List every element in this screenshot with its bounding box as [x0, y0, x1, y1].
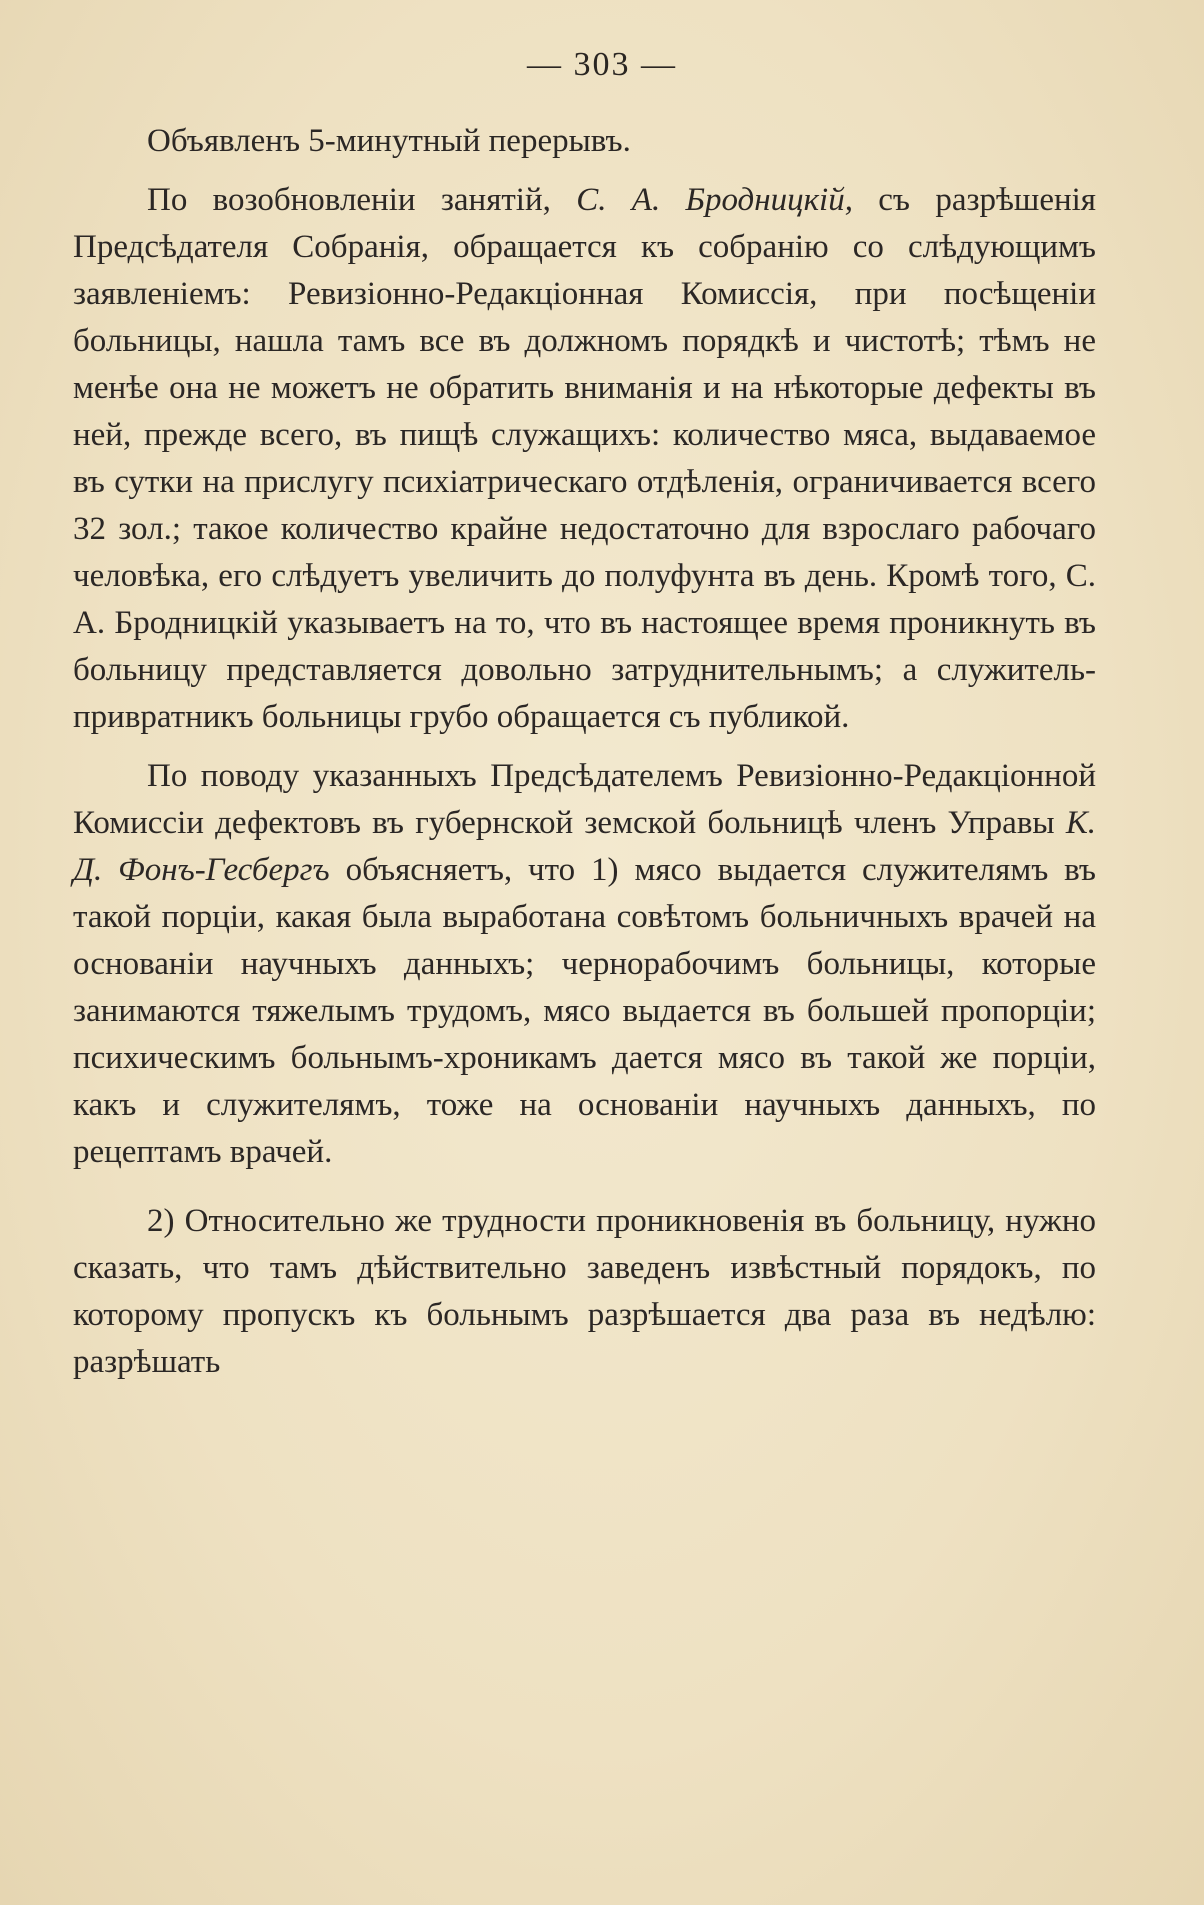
paragraph-access-point — [73, 1198, 1096, 1386]
text-segment: съ разрѣшенія Предсѣдателя Собранія, обращается къ собранію со слѣдующимъ заявленіемъ: Ревизіонно-Редакціонная Комиссія, при посѣщеніи больницы, нашла тамъ все въ должномъ порядкѣ и чистотѣ; тѣмъ не менѣе она не можетъ не обратить вниманія и на нѣкоторые дефекты въ ней, прежде всего, въ пищѣ служащихъ: количество мяса, выдаваемое въ сутки на прислугу психіатрическаго отдѣленія, ограничивается всего 32 зол.; такое количество крайне недостаточно для взрослаго рабочаго человѣка, его слѣдуетъ увеличить до полуфунта въ день. Кромѣ того, С. А. Бродницкій указываетъ на то, что въ настоящее время проникнуть въ больницу представляется довольно затруднительнымъ; а служитель-привратникъ больницы грубо обращается съ публикой. — [73, 182, 1096, 735]
page-number: — 303 — — [527, 46, 677, 83]
paragraph-brodnitsky-statement — [73, 177, 1096, 741]
speaker-name: С. А. Бродницкій, — [576, 182, 853, 218]
text-segment: По поводу указанныхъ Предсѣдателемъ Ревизіонно-Редакціонной Комиссіи дефектовъ въ губернской земской больницѣ членъ Управы — [73, 758, 1096, 841]
paragraph-break-announcement — [73, 118, 1096, 165]
speaker-name: К. Д. Фонъ-Гесбергъ — [73, 805, 1096, 888]
text-segment: объясняетъ, что 1) мясо выдается служителямъ въ такой порціи, какая была выработана совѣтомъ больничныхъ врачей на основаніи научныхъ данныхъ; чернорабочимъ больницы, которые занимаются тяжелымъ трудомъ, мясо выдается въ большей пропорціи; психическимъ больнымъ-хроникамъ дается мясо въ такой же порціи, какъ и служителямъ, тоже на основаніи научныхъ данныхъ, по рецептамъ врачей. — [73, 852, 1096, 1170]
text-segment: Объявленъ 5-минутный перерывъ. — [147, 123, 631, 159]
text-segment: 2) Относительно же трудности проникновенія въ больницу, нужно сказать, что тамъ дѣйствительно заведенъ извѣстный порядокъ, по которому пропускъ къ больнымъ разрѣшается два раза въ недѣлю: разрѣшать — [73, 1203, 1096, 1380]
page-body — [73, 118, 1096, 1386]
text-segment: По возобновленіи занятій, — [147, 182, 577, 218]
paragraph-gesberg-reply — [73, 753, 1096, 1176]
